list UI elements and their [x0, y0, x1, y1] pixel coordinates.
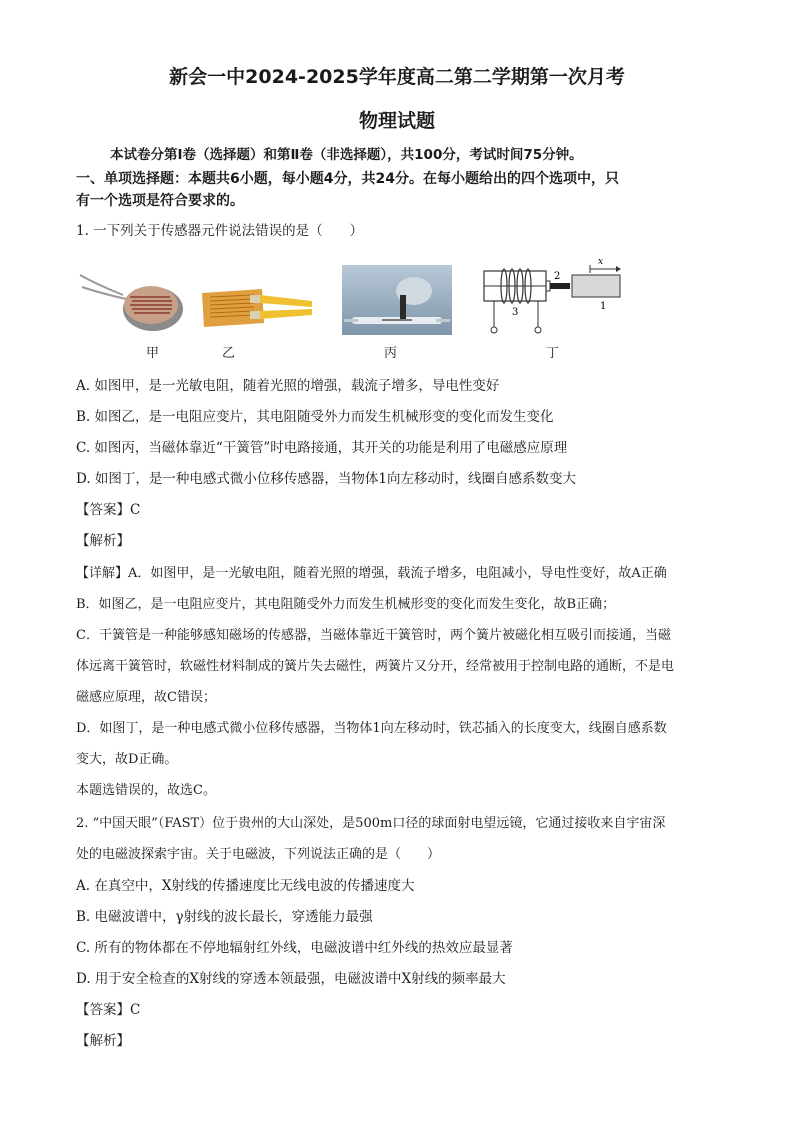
q1-analysis-line: 体远离干簧管时，软磁性材料制成的簧片失去磁性，两簧片又分开，经常被用于控制电路的通断，不是电 — [76, 659, 675, 674]
caption-bing: 丙 — [384, 346, 398, 361]
q1-analysis-line: 【详解】A．如图甲，是一光敏电阻，随着光照的增强，载流子增多，电阻减小，导电性变好，故A正确 — [76, 566, 667, 581]
caption-ding: 丁 — [546, 346, 560, 361]
fig-label-x: x — [598, 257, 604, 267]
q2-answer: 【答案】C — [76, 1002, 141, 1018]
q1-option-c: C. 如图丙，当磁体靠近“干簧管”时电路接通，其开关的功能是利用了电磁感应原理 — [76, 440, 568, 456]
exam-intro: 本试卷分第Ⅰ卷（选择题）和第Ⅱ卷（非选择题），共100分，考试时间75分钟。 — [110, 147, 583, 163]
q1-analysis-line: 磁感应原理，故C错误； — [76, 690, 216, 705]
caption-yi: 乙 — [222, 346, 236, 361]
fig-label-3: 3 — [512, 307, 519, 318]
page-subtitle: 物理试题 — [358, 110, 435, 132]
q1-analysis-line: C．干簧管是一种能够感知磁场的传感器，当磁体靠近干簧管时，两个簧片被磁化相互吸引而接通，当磁 — [76, 628, 671, 643]
q1-option-b: B. 如图乙，是一电阻应变片，其电阻随受外力而发生机械形变的变化而发生变化 — [76, 409, 554, 425]
q1-analysis-line: 本题选错误的，故选C。 — [76, 783, 216, 798]
section-heading-line2: 有一个选项是符合要求的。 — [76, 193, 244, 209]
q1-analysis-line: 变大，故D正确。 — [76, 752, 178, 767]
q2-option-d: D. 用于安全检查的X射线的穿透本领最强，电磁波谱中X射线的频率最大 — [76, 971, 506, 987]
q1-option-a: A. 如图甲，是一光敏电阻，随着光照的增强，载流子增多，导电性变好 — [76, 378, 500, 394]
q2-stem-line2: 处的电磁波探索宇宙。关于电磁波，下列说法正确的是（ ） — [76, 847, 441, 862]
q1-analysis-label: 【解析】 — [76, 533, 130, 549]
q2-analysis-label: 【解析】 — [76, 1033, 130, 1049]
page-title: 新会一中2024-2025学年度高二第二学期第一次月考 — [169, 66, 625, 88]
caption-jia: 甲 — [146, 346, 160, 361]
q1-analysis-line: B．如图乙，是一电阻应变片，其电阻随受外力而发生机械形变的变化而发生变化，故B正确； — [76, 597, 616, 612]
fig-label-1: 1 — [600, 301, 607, 312]
fig-label-2: 2 — [554, 271, 561, 282]
q1-answer: 【答案】C — [76, 502, 141, 518]
q2-stem-line1: 2. “中国天眼”（FAST）位于贵州的大山深处，是500m口径的球面射电望远镜，它通过接收来自宇宙深 — [76, 816, 666, 831]
q1-analysis-line: D．如图丁，是一种电感式微小位移传感器，当物体1向左移动时，铁芯插入的长度变大，线圈自感系数 — [76, 721, 667, 736]
q2-option-b: B. 电磁波谱中，γ射线的波长最长，穿透能力最强 — [76, 909, 373, 925]
photoresistor-figure — [78, 265, 188, 335]
reed-switch-figure — [342, 265, 452, 335]
strain-gauge-figure — [200, 285, 315, 330]
q2-option-c: C. 所有的物体都在不停地辐射红外线，电磁波谱中红外线的热效应最显著 — [76, 940, 513, 956]
q1-option-d: D. 如图丁，是一种电感式微小位移传感器，当物体1向左移动时，线圈自感系数变大 — [76, 471, 577, 487]
q1-stem: 1. 一下列关于传感器元件说法错误的是（ ） — [76, 223, 364, 239]
q2-option-a: A. 在真空中，X射线的传播速度比无线电波的传播速度大 — [76, 878, 415, 894]
inductive-sensor-figure — [480, 255, 630, 340]
section-heading-line1: 一、单项选择题：本题共6小题，每小题4分，共24分。在每小题给出的四个选项中，只 — [76, 171, 619, 187]
